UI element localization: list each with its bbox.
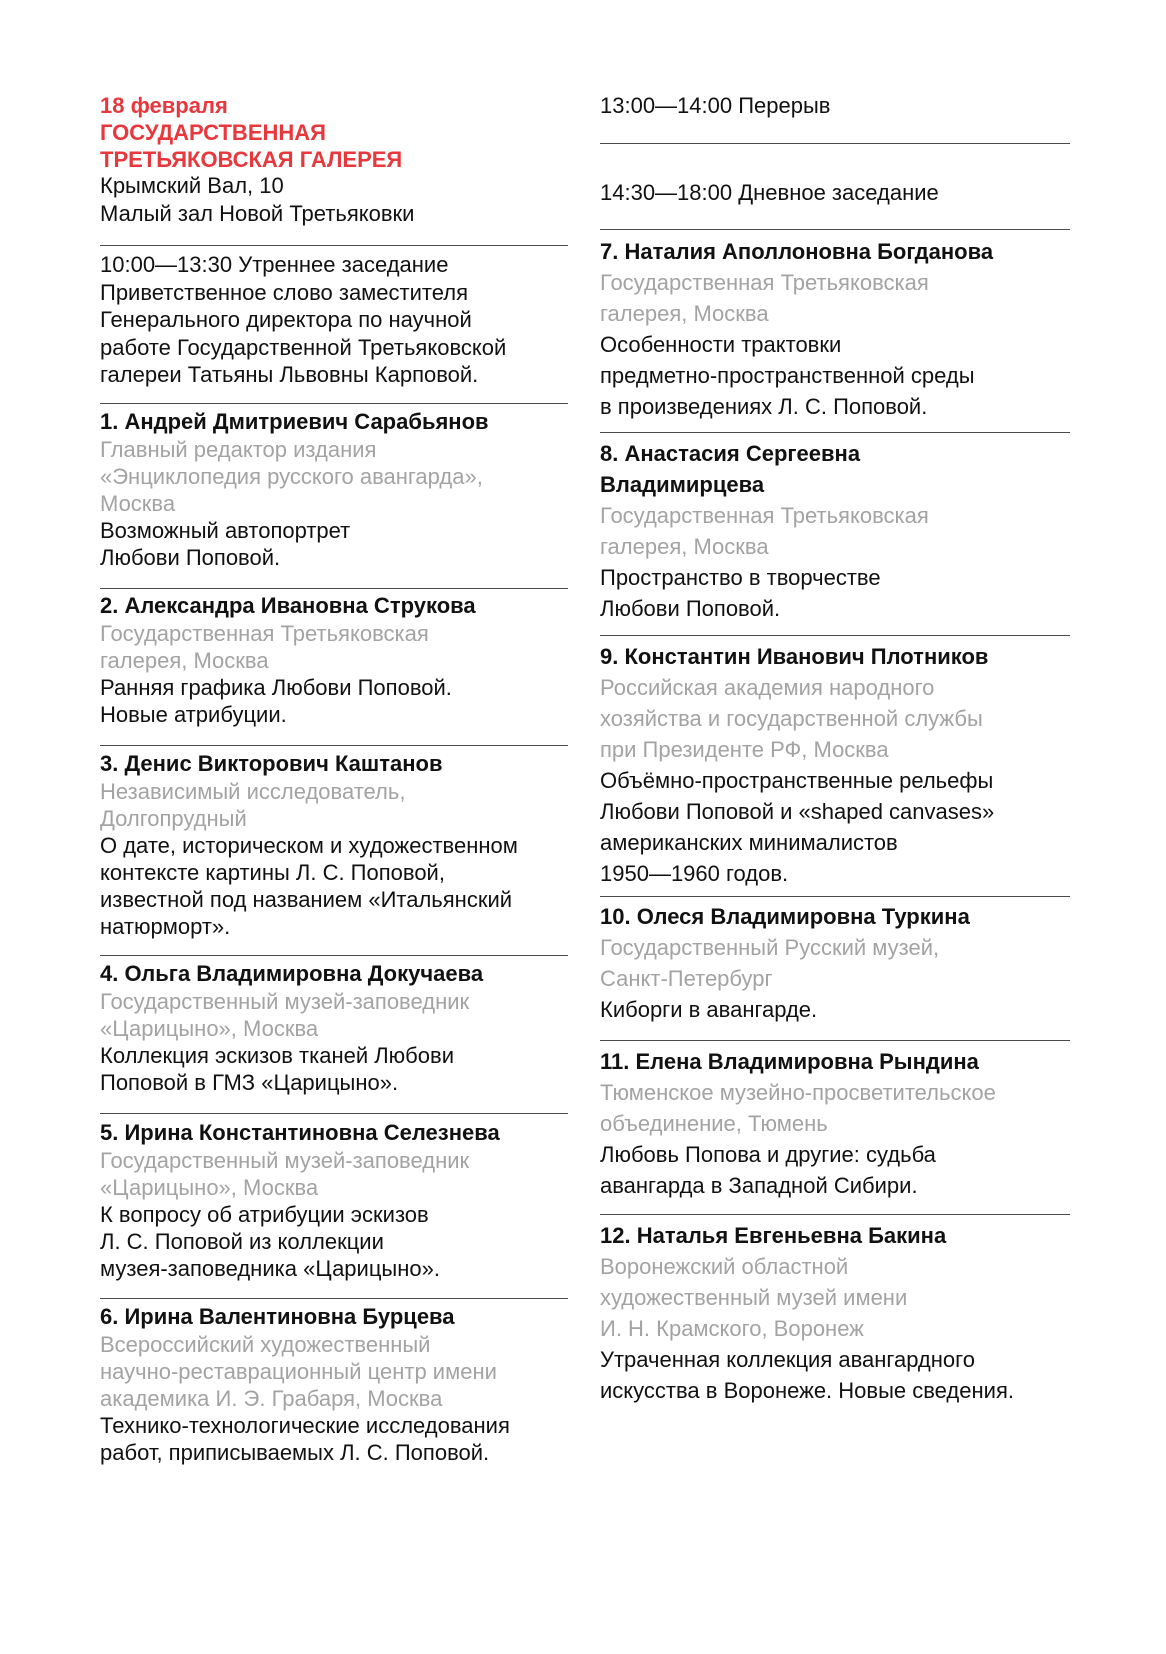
divider xyxy=(600,1214,1070,1215)
text-line: Российская академия народного xyxy=(600,675,935,700)
speaker-entry xyxy=(600,901,1070,1025)
text-line: Киборги в авангарде. xyxy=(600,997,818,1022)
text-line: научно-реставрационный центр имени xyxy=(100,1359,497,1384)
talk-title xyxy=(100,517,568,571)
text-line: галерея, Москва xyxy=(600,534,769,559)
text-line: Государственный Русский музей, xyxy=(600,935,940,960)
speaker-affiliation xyxy=(100,1147,568,1201)
text-line: 11. Елена Владимировна Рындина xyxy=(600,1049,979,1074)
talk-title xyxy=(600,765,1070,889)
talk-title xyxy=(600,562,1070,624)
talk-title xyxy=(600,329,1070,422)
text-line: Коллекция эскизов тканей Любови xyxy=(100,1043,454,1068)
text-line: 8. Анастасия Сергеевна xyxy=(600,441,861,466)
morning-session-heading: 10:00—13:30 Утреннее заседание xyxy=(100,252,449,277)
speaker-name xyxy=(600,236,1070,267)
greeting-line: галереи Татьяны Львовны Карповой. xyxy=(100,362,479,387)
speaker-name xyxy=(600,1220,1070,1251)
text-line: Особенности трактовки xyxy=(600,332,842,357)
greeting-line: Приветственное слово заместителя xyxy=(100,279,468,305)
text-line: Долгопрудный xyxy=(100,806,247,831)
speaker-name xyxy=(600,1046,1070,1077)
speaker-entry xyxy=(100,1119,568,1282)
speaker-affiliation xyxy=(600,267,1070,329)
divider xyxy=(600,432,1070,433)
venue-line: ТРЕТЬЯКОВСКАЯ ГАЛЕРЕЯ xyxy=(100,147,403,172)
text-line: 5. Ирина Константиновна Селезнева xyxy=(100,1120,500,1145)
text-line: 3. Денис Викторович Каштанов xyxy=(100,751,443,776)
text-line: Государственный музей-заповедник xyxy=(100,1148,470,1173)
text-line: 10. Олеся Владимировна Туркина xyxy=(600,904,970,929)
address-line: Крымский Вал, 10 xyxy=(100,173,284,198)
speaker-affiliation xyxy=(100,1331,568,1412)
text-line: Любовь Попова и другие: судьба xyxy=(600,1142,936,1167)
text-line: Тюменское музейно-просветительское xyxy=(600,1080,996,1105)
divider xyxy=(600,896,1070,897)
speaker-name xyxy=(100,750,568,778)
text-line: Независимый исследователь, xyxy=(100,779,406,804)
divider xyxy=(100,955,568,956)
text-line: «Царицыно», Москва xyxy=(100,1016,319,1041)
talk-title xyxy=(100,1412,568,1466)
greeting-line: работе Государственной Третьяковской xyxy=(100,334,507,360)
text-line: натюрморт». xyxy=(100,914,231,939)
text-line: художественный музей имени xyxy=(600,1285,908,1310)
talk-title xyxy=(100,674,568,728)
speaker-affiliation xyxy=(100,436,568,517)
speaker-name xyxy=(100,408,568,436)
speaker-entry xyxy=(100,1303,568,1466)
divider xyxy=(100,745,568,746)
morning-session xyxy=(100,251,568,389)
divider xyxy=(600,635,1070,636)
text-line: галерея, Москва xyxy=(600,301,769,326)
text-line: Объёмно-пространственные рельефы xyxy=(600,768,994,793)
text-line: 9. Константин Иванович Плотников xyxy=(600,644,989,669)
event-header xyxy=(100,92,568,173)
text-line: известной под названием «Итальянский xyxy=(100,887,513,912)
text-line: Москва xyxy=(100,491,176,516)
divider xyxy=(100,1113,568,1114)
speaker-entry xyxy=(100,408,568,571)
divider xyxy=(100,588,568,589)
speaker-entry xyxy=(100,750,568,940)
text-line: Поповой в ГМЗ «Царицыно». xyxy=(100,1070,399,1095)
speaker-affiliation xyxy=(100,620,568,674)
text-line: Утраченная коллекция авангардного xyxy=(600,1347,975,1372)
text-line: 1950—1960 годов. xyxy=(600,861,789,886)
text-line: Любови Поповой и «shaped canvases» xyxy=(600,799,995,824)
text-line: музея-заповедника «Царицыно». xyxy=(100,1256,440,1281)
divider xyxy=(100,245,568,246)
afternoon-session-heading xyxy=(600,179,1070,207)
divider xyxy=(600,1040,1070,1041)
text-line: работ, приписываемых Л. С. Поповой. xyxy=(100,1440,490,1465)
text-line: Государственная Третьяковская xyxy=(600,270,929,295)
speaker-affiliation xyxy=(600,1077,1070,1139)
divider xyxy=(100,403,568,404)
divider xyxy=(600,229,1070,230)
text-line: Возможный автопортрет xyxy=(100,518,351,543)
talk-title xyxy=(100,1201,568,1282)
text-line: предметно-пространственной среды xyxy=(600,363,975,388)
speaker-entry xyxy=(600,1046,1070,1201)
speaker-affiliation xyxy=(100,988,568,1042)
speaker-name xyxy=(600,901,1070,932)
divider xyxy=(100,1298,568,1299)
text-line: О дате, историческом и художественном xyxy=(100,833,518,858)
text-line: Технико-технологические исследования xyxy=(100,1413,510,1438)
text-line: Л. С. Поповой из коллекции xyxy=(100,1229,384,1254)
break-session xyxy=(600,92,1070,120)
text-line: Ранняя графика Любови Поповой. xyxy=(100,675,452,700)
text-line: академика И. Э. Грабаря, Москва xyxy=(100,1386,443,1411)
speaker-entry xyxy=(600,236,1070,422)
text-line: авангарда в Западной Сибири. xyxy=(600,1173,918,1198)
venue-address xyxy=(100,172,568,228)
text-line: Новые атрибуции. xyxy=(100,702,287,727)
speaker-affiliation xyxy=(100,778,568,832)
text-line: Воронежский областной xyxy=(600,1254,849,1279)
speaker-name xyxy=(100,1119,568,1147)
speaker-name xyxy=(100,592,568,620)
text-line: Любови Поповой. xyxy=(600,596,781,621)
text-line: в произведениях Л. С. Поповой. xyxy=(600,394,928,419)
speaker-entry xyxy=(100,960,568,1096)
event-date: 18 февраля xyxy=(100,93,228,118)
speaker-affiliation xyxy=(600,672,1070,765)
speaker-entry xyxy=(600,1220,1070,1406)
talk-title xyxy=(600,994,1070,1025)
text-line: «Царицыно», Москва xyxy=(100,1175,319,1200)
text-line: 14:30—18:00 Дневное заседание xyxy=(600,180,939,205)
talk-title xyxy=(600,1344,1070,1406)
text-line: Пространство в творчестве xyxy=(600,565,881,590)
speaker-affiliation xyxy=(600,932,1070,994)
text-line: Санкт-Петербург xyxy=(600,966,773,991)
greeting-line: Генерального директора по научной xyxy=(100,307,472,332)
text-line: Главный редактор издания xyxy=(100,437,377,462)
speaker-name xyxy=(600,641,1070,672)
text-line: галерея, Москва xyxy=(100,648,269,673)
speaker-entry xyxy=(100,592,568,728)
text-line: при Президенте РФ, Москва xyxy=(600,737,889,762)
text-line: 6. Ирина Валентиновна Бурцева xyxy=(100,1304,455,1329)
text-line: Владимирцева xyxy=(600,472,765,497)
text-line: американских минималистов xyxy=(600,830,898,855)
text-line: Всероссийский художественный xyxy=(100,1332,431,1357)
text-line: 1. Андрей Дмитриевич Сарабьянов xyxy=(100,409,489,434)
speaker-affiliation xyxy=(600,500,1070,562)
text-line: 13:00—14:00 Перерыв xyxy=(600,93,831,118)
text-line: хозяйства и государственной службы xyxy=(600,706,983,731)
text-line: «Энциклопедия русского авангарда», xyxy=(100,464,483,489)
text-line: 2. Александра Ивановна Струкова xyxy=(100,593,476,618)
address-line: Малый зал Новой Третьяковки xyxy=(100,201,415,226)
speaker-affiliation xyxy=(600,1251,1070,1344)
text-line: Любови Поповой. xyxy=(100,545,281,570)
speaker-name xyxy=(600,438,1070,500)
text-line: Государственная Третьяковская xyxy=(100,621,429,646)
talk-title xyxy=(600,1139,1070,1201)
speaker-name xyxy=(100,960,568,988)
text-line: И. Н. Крамского, Воронеж xyxy=(600,1316,864,1341)
text-line: объединение, Тюмень xyxy=(600,1111,828,1136)
speaker-name xyxy=(100,1303,568,1331)
text-line: искусства в Воронеже. Новые сведения. xyxy=(600,1378,1014,1403)
text-line: 7. Наталия Аполлоновна Богданова xyxy=(600,239,994,264)
talk-title xyxy=(100,832,568,940)
text-line: К вопросу об атрибуции эскизов xyxy=(100,1202,429,1227)
text-line: контексте картины Л. С. Поповой, xyxy=(100,860,445,885)
venue-line: ГОСУДАРСТВЕННАЯ xyxy=(100,120,326,145)
divider xyxy=(600,143,1070,144)
text-line: 12. Наталья Евгеньевна Бакина xyxy=(600,1223,947,1248)
text-line: 4. Ольга Владимировна Докучаева xyxy=(100,961,484,986)
text-line: Государственная Третьяковская xyxy=(600,503,929,528)
speaker-entry xyxy=(600,641,1070,889)
speaker-entry xyxy=(600,438,1070,624)
text-line: Государственный музей-заповедник xyxy=(100,989,470,1014)
talk-title xyxy=(100,1042,568,1096)
